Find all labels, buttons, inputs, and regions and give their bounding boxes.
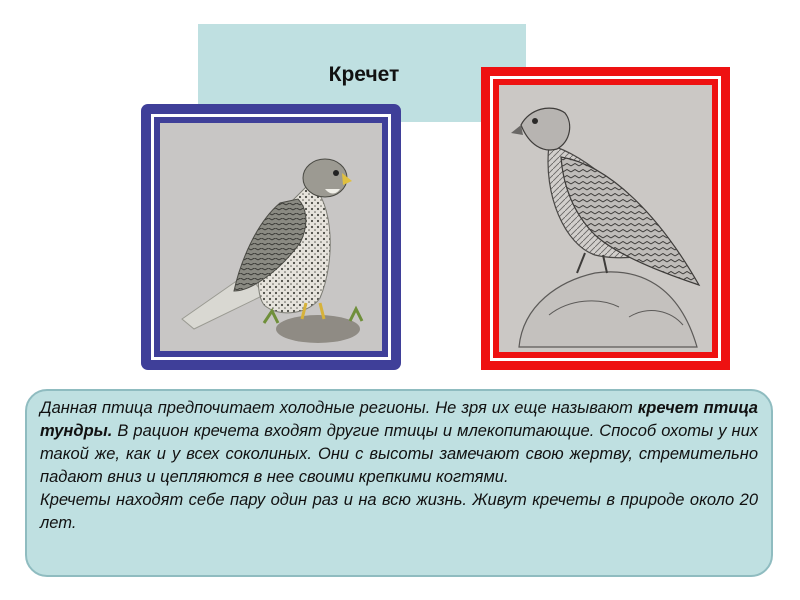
- slide-title: Кречет: [328, 63, 400, 86]
- falcon-sketch-icon: [499, 85, 712, 352]
- falcon-painting-icon: [160, 123, 382, 351]
- right-image-frame: [481, 67, 730, 370]
- description-bold-phrase: кречет птица тундры.: [40, 399, 758, 440]
- description-text-start: Данная птица предпочитает холодные регионы. Не зря их еще называют: [40, 399, 638, 417]
- description-text-end: В рацион кречета входят другие птицы и млекопитающие. Способ охоты у них такой же, как и у всех соколиных. Они с высоты замечают свою жертву, стремительно падают вниз и цепляются в нее своими крепкими когтями.: [40, 422, 758, 486]
- description-box: [25, 389, 773, 577]
- left-image-frame: [141, 104, 401, 370]
- description-paragraph-2: Кречеты находят себе пару один раз и на всю жизнь. Живут кречеты в природе около 20 лет.: [40, 491, 758, 532]
- description-paragraph-1: [40, 397, 758, 489]
